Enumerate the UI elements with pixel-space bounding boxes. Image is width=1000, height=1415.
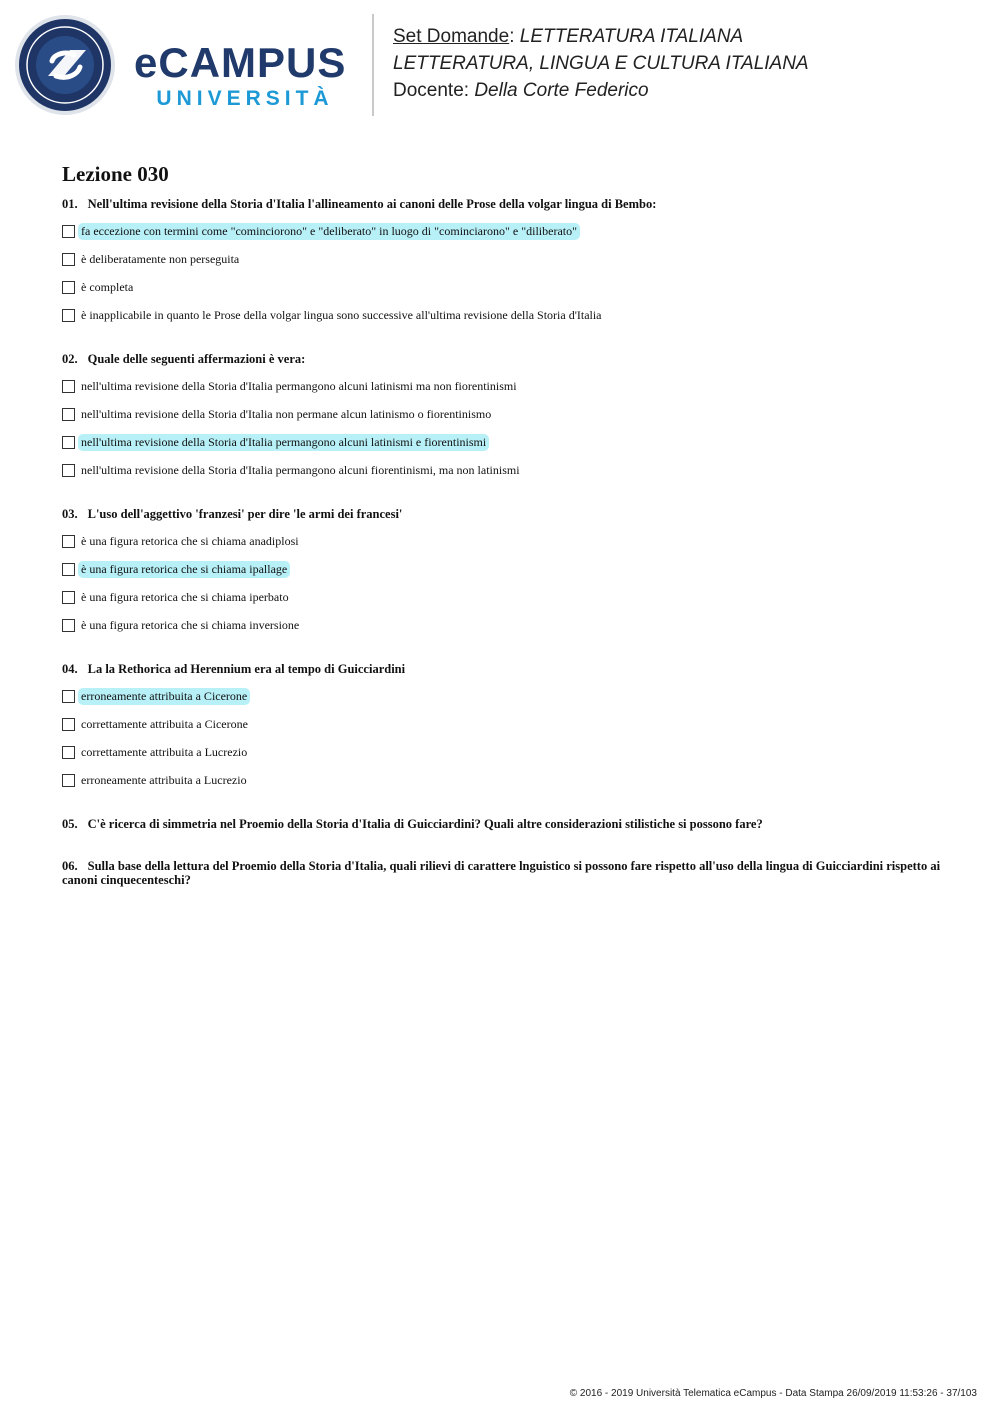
answer-checkbox[interactable] [62,408,75,421]
question-4 [62,662,942,788]
page-header [0,0,1000,130]
docente-name: Della Corte Federico [474,80,649,101]
page-footer: © 2016 - 2019 Università Telematica eCampus - Data Stampa 26/09/2019 11:53:26 - 37/103 [569,1388,977,1399]
question-text [62,507,942,521]
question-6 [62,859,942,887]
answer-option[interactable] [62,406,942,422]
answer-label: nell'ultima revisione della Storia d'Italia permangono alcuni latinismi ma non fiorentinismi [81,378,517,393]
question-text [62,859,942,887]
question-2 [62,352,942,478]
question-prompt: C'è ricerca di simmetria nel Proemio della Storia d'Italia di Guicciardini? Quali altre considerazioni stilistiche si possono fare? [87,817,763,831]
answer-option-correct[interactable] [62,688,942,704]
answer-options [62,223,942,323]
course-title: LETTERATURA ITALIANA [519,26,744,47]
question-number: 04. [62,662,78,676]
answer-label: nell'ultima revisione della Storia d'Italia permangono alcuni fiorentinismi, ma non latinismi [81,462,520,477]
answer-checkbox[interactable] [62,464,75,477]
question-number: 05. [62,817,78,831]
university-seal-logo [14,14,116,116]
answer-option[interactable] [62,307,942,323]
course-subtitle: LETTERATURA, LINGUA E CULTURA ITALIANA [393,53,809,74]
question-number: 01. [62,197,78,211]
answer-option[interactable] [62,772,942,788]
brand-logo [134,39,356,110]
set-label: Set Domande [393,26,510,47]
brand-subtitle: UNIVERSITÀ [156,87,334,110]
answer-option[interactable] [62,378,942,394]
brand-name: eCAMPUS [134,39,347,86]
answer-option[interactable] [62,617,942,633]
answer-label: è una figura retorica che si chiama inversione [81,617,300,632]
question-3 [62,507,942,633]
answer-checkbox[interactable] [62,225,75,238]
question-list [62,197,942,887]
course-info [393,23,993,104]
answer-label: nell'ultima revisione della Storia d'Italia non permane alcun latinismo o fiorentinismo [81,406,492,421]
answer-checkbox[interactable] [62,436,75,449]
answer-label: correttamente attribuita a Lucrezio [81,744,248,759]
docente-line [393,77,993,104]
answer-option[interactable] [62,533,942,549]
answer-checkbox[interactable] [62,619,75,632]
answer-option-correct[interactable] [62,223,942,239]
question-number: 06. [62,859,78,873]
answer-checkbox[interactable] [62,253,75,266]
answer-checkbox[interactable] [62,309,75,322]
answer-label: è inapplicabile in quanto le Prose della volgar lingua sono successive all'ultima revisione della Storia d'Italia [81,307,602,322]
question-number: 02. [62,352,78,366]
answer-checkbox[interactable] [62,380,75,393]
answer-checkbox[interactable] [62,563,75,576]
answer-checkbox[interactable] [62,718,75,731]
set-line [393,23,993,50]
answer-label: è una figura retorica che si chiama iperbato [81,589,289,604]
answer-label: è deliberatamente non perseguita [81,251,240,266]
answer-label: fa eccezione con termini come "cominciorono" e "deliberato" in luogo di "cominciarono" e "diliberato" [78,223,580,240]
question-text [62,197,942,211]
answer-checkbox[interactable] [62,774,75,787]
answer-checkbox[interactable] [62,690,75,703]
answer-option[interactable] [62,744,942,760]
answer-label: è una figura retorica che si chiama anadiplosi [81,533,299,548]
answer-label: è una figura retorica che si chiama ipallage [78,561,290,578]
question-text [62,352,942,366]
question-text [62,662,942,676]
answer-option[interactable] [62,716,942,732]
answer-option[interactable] [62,279,942,295]
answer-option[interactable] [62,462,942,478]
question-number: 03. [62,507,78,521]
answer-checkbox[interactable] [62,281,75,294]
lesson-content [62,160,942,887]
set-separator: : [509,26,520,47]
answer-checkbox[interactable] [62,746,75,759]
answer-label: correttamente attribuita a Cicerone [81,716,248,731]
lesson-title: Lezione 030 [62,162,169,186]
answer-label: è completa [81,279,134,294]
answer-checkbox[interactable] [62,535,75,548]
answer-label: erroneamente attribuita a Cicerone [78,688,250,705]
answer-option-correct[interactable] [62,434,942,450]
question-prompt: Quale delle seguenti affermazioni è vera: [87,352,306,366]
question-prompt: Nell'ultima revisione della Storia d'Italia l'allineamento ai canoni delle Prose della volgar lingua di Bembo: [87,197,657,211]
answer-option-correct[interactable] [62,561,942,577]
answer-option[interactable] [62,589,942,605]
answer-label: nell'ultima revisione della Storia d'Italia permangono alcuni latinismi e fiorentinismi [78,434,489,451]
header-divider [372,14,374,116]
answer-options [62,688,942,788]
answer-options [62,533,942,633]
docente-label: Docente: [393,80,475,101]
question-prompt: Sulla base della lettura del Proemio della Storia d'Italia, quali rilievi di carattere lnguistico si possono fare rispetto all'uso della lingua di Guicciardini rispetto ai canoni cinquecenteschi? [62,859,941,887]
answer-option[interactable] [62,251,942,267]
answer-label: erroneamente attribuita a Lucrezio [81,772,247,787]
answer-checkbox[interactable] [62,591,75,604]
answer-options [62,378,942,478]
question-prompt: L'uso dell'aggettivo 'franzesi' per dire 'le armi dei francesi' [87,507,403,521]
question-1 [62,197,942,323]
question-prompt: La la Rethorica ad Herennium era al tempo di Guicciardini [87,662,406,676]
question-text [62,817,942,831]
course-line-2 [393,50,993,77]
question-5 [62,817,942,831]
